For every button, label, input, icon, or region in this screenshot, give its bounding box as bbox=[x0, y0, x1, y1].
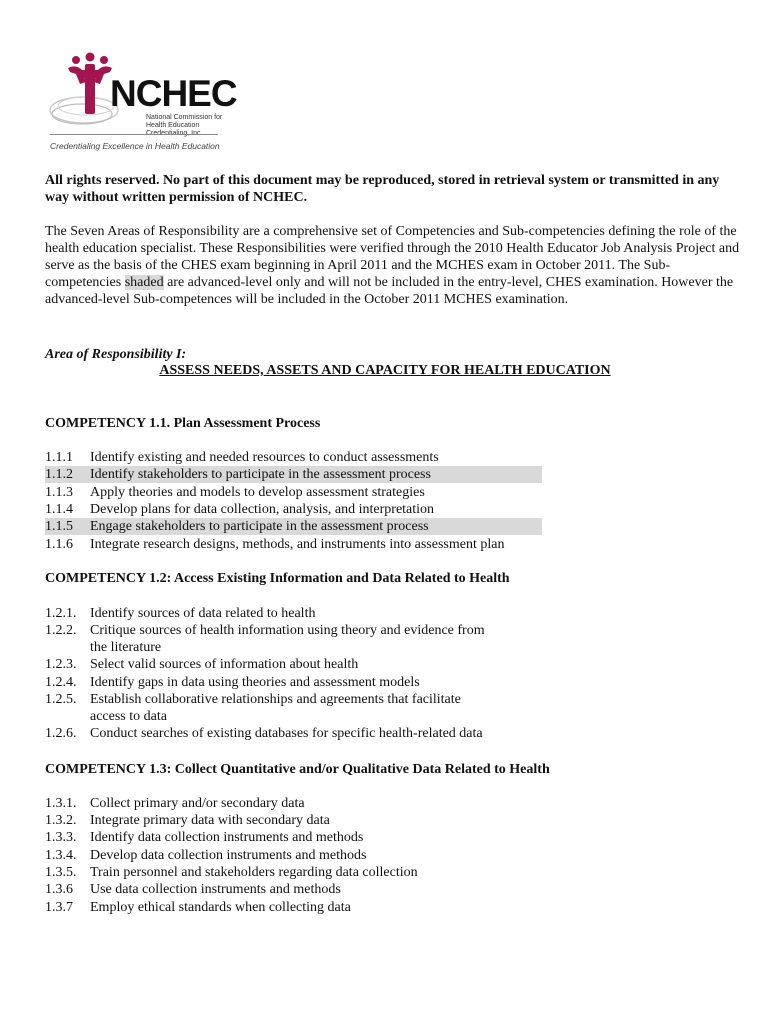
item-number: 1.3.1. bbox=[45, 796, 77, 811]
item-number: 1.1.2 bbox=[45, 467, 73, 482]
item-text: Integrate research designs, methods, and instruments into assessment plan bbox=[90, 537, 505, 552]
area-heading: Area of Responsibility I: bbox=[45, 347, 187, 362]
item-number: 1.3.5. bbox=[45, 865, 77, 880]
shaded-word-highlight: shaded bbox=[124, 275, 164, 290]
item-number: 1.1.5 bbox=[45, 519, 73, 534]
item-text: Identify gaps in data using theories and assessment models bbox=[90, 675, 420, 690]
item-number: 1.2.2. bbox=[45, 623, 77, 638]
item-text: Establish collaborative relationships and agreements that facilitate bbox=[90, 692, 461, 707]
item-text: Select valid sources of information about health bbox=[90, 657, 359, 672]
competency-heading: COMPETENCY 1.3: Collect Quantitative and/or Qualitative Data Related to Health bbox=[45, 762, 550, 777]
list-item-shaded bbox=[45, 466, 542, 483]
item-number: 1.3.6 bbox=[45, 882, 73, 897]
item-number: 1.2.3. bbox=[45, 657, 77, 672]
logo-tagline: Credentialing Excellence in Health Education bbox=[50, 141, 220, 151]
item-text: Develop data collection instruments and methods bbox=[90, 848, 367, 863]
item-text: Integrate primary data with secondary data bbox=[90, 813, 330, 828]
item-text: Identify data collection instruments and methods bbox=[90, 830, 364, 845]
item-text: Conduct searches of existing databases for specific health-related data bbox=[90, 726, 483, 741]
logo-wordmark: NCHEC bbox=[110, 73, 237, 114]
nchec-logo bbox=[46, 48, 237, 158]
item-number: 1.2.5. bbox=[45, 692, 77, 707]
item-text: Apply theories and models to develop assessment strategies bbox=[90, 485, 425, 500]
item-text: Identify existing and needed resources to conduct assessments bbox=[90, 450, 439, 465]
area-title: ASSESS NEEDS, ASSETS AND CAPACITY FOR HEALTH EDUCATION bbox=[159, 363, 611, 378]
list-item-shaded bbox=[45, 518, 542, 535]
item-text: Train personnel and stakeholders regarding data collection bbox=[90, 865, 418, 880]
intro-paragraph bbox=[45, 223, 745, 308]
logo-divider bbox=[50, 134, 218, 135]
item-text-continuation: access to data bbox=[90, 709, 167, 724]
item-text: Use data collection instruments and methods bbox=[90, 882, 341, 897]
item-text: Identify stakeholders to participate in the assessment process bbox=[90, 467, 431, 482]
item-text: Employ ethical standards when collecting data bbox=[90, 900, 351, 915]
intro-text-before: The Seven Areas of Responsibility are a comprehensive set of Competencies and Sub-competencies defining the role of the health education specialist. These Responsibilities were verified through the 2010 Health Educator Job Analysis Project and serve as the basis of the CHES exam beginning in April 2011 and the MCHES exam in October 2011. The Sub-competencies bbox=[45, 224, 740, 290]
item-text: Critique sources of health information using theory and evidence from bbox=[90, 623, 485, 638]
item-number: 1.1.3 bbox=[45, 485, 73, 500]
item-number: 1.2.1. bbox=[45, 606, 77, 621]
item-number: 1.3.4. bbox=[45, 848, 77, 863]
item-number: 1.3.3. bbox=[45, 830, 77, 845]
item-number: 1.3.2. bbox=[45, 813, 77, 828]
item-text-continuation: the literature bbox=[90, 640, 162, 655]
item-text: Engage stakeholders to participate in the assessment process bbox=[90, 519, 429, 534]
item-number: 1.1.4 bbox=[45, 502, 73, 517]
intro-text-after: are advanced-level only and will not be included in the entry-level, CHES examination. However the advanced-level Sub-competences will be included in the October 2011 MCHES examination. bbox=[45, 275, 734, 307]
item-text: Develop plans for data collection, analysis, and interpretation bbox=[90, 502, 435, 517]
item-number: 1.2.4. bbox=[45, 675, 77, 690]
item-text: Collect primary and/or secondary data bbox=[90, 796, 305, 811]
item-number: 1.1.1 bbox=[45, 450, 73, 465]
item-text: Identify sources of data related to health bbox=[90, 606, 316, 621]
logo-org-name: National Commission for Health Education bbox=[146, 114, 223, 129]
item-number: 1.3.7 bbox=[45, 900, 73, 915]
competency-heading: COMPETENCY 1.2: Access Existing Information and Data Related to Health bbox=[45, 571, 510, 586]
competency-heading: COMPETENCY 1.1. Plan Assessment Process bbox=[45, 416, 321, 431]
item-number: 1.2.6. bbox=[45, 726, 77, 741]
item-number: 1.1.6 bbox=[45, 537, 73, 552]
rights-notice: All rights reserved. No part of this document may be reproduced, stored in retrieval system or transmitted in any way without written permission of NCHEC. bbox=[45, 173, 720, 205]
